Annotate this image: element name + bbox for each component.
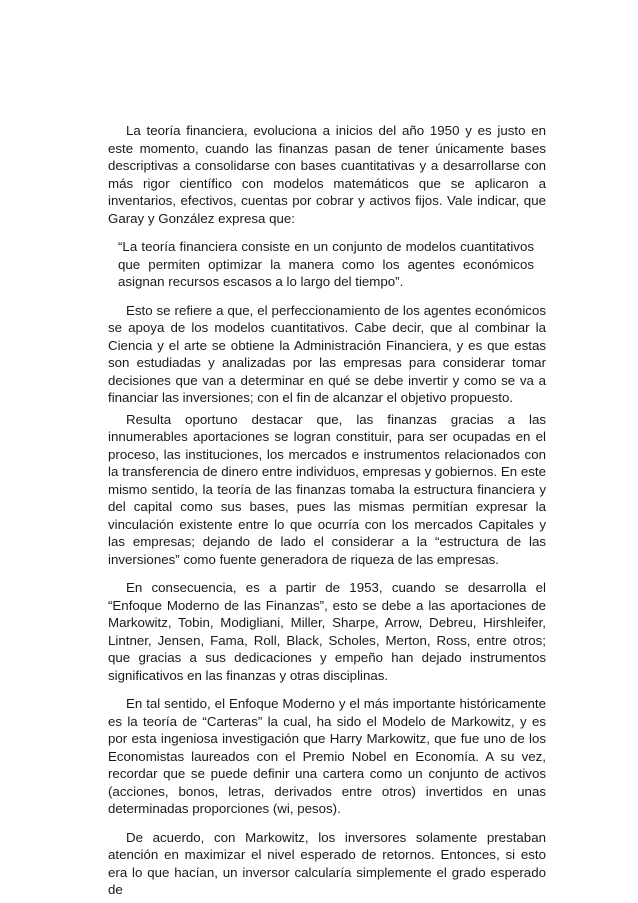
block-quote: “La teoría financiera consiste en un conjunto de modelos cuantitativos que permiten optimizar la manera como los agentes económicos asignan recursos escasos a lo largo del tiempo”. [118, 239, 534, 289]
paragraph-carteras: En tal sentido, el Enfoque Moderno y el más importante históricamente es la teoría de “Carteras” la cual, ha sido el Modelo de Markowitz, y es por esta ingeniosa investigación que Harry Markowitz, que fue uno de los Economistas laureados con el Premio Nobel en Economía. A su vez, recordar que se puede definir una cartera como un conjunto de activos (acciones, bonos, letras, derivados entre otros) invertidos en unas determinadas proporciones (wi, pesos). [108, 696, 546, 816]
paragraph-markowitz: De acuerdo, con Markowitz, los inversores solamente prestaban atención en maximizar el nivel esperado de retornos. Entonces, si esto era lo que hacían, un inversor calcularía simplemente el grado esperado de [108, 829, 546, 897]
paragraph-intro: La teoría financiera, evoluciona a inicios del año 1950 y es justo en este momento, cuando las finanzas pasan de tener únicamente bases descriptivas a consolidarse con bases cuantitativas y a desarrollarse con más rigor científico con modelos matemáticos que se aplicaron a inventarios, efectivos, cuentas por cobrar y activos fijos. Vale indicar, que Garay y González expresa que: [108, 123, 546, 226]
document-body [108, 122, 546, 899]
paragraph-enfoque-moderno: En consecuencia, es a partir de 1953, cuando se desarrolla el “Enfoque Moderno de las Finanzas”, esto se debe a las aportaciones de Markowitz, Tobin, Modigliani, Miller, Sharpe, Arrow, Debreu, Hirshleifer, Lintner, Jensen, Fama, Roll, Black, Scholes, Merton, Ross, entre otros; que gracias a sus dedicaciones y empeño han dejado instrumentos significativos en las finanzas y otras disciplinas. [108, 580, 546, 683]
paragraph-aportaciones: Resulta oportuno destacar que, las finanzas gracias a las innumerables aportaciones se logran constituir, para ser ocupadas en el proceso, las instituciones, los mercados e instrumentos relacionados con la transferencia de dinero entre individuos, empresas y gobiernos. En este mismo sentido, la teoría de las finanzas tomaba la estructura financiera y del capital como sus bases, pues las mismas permitían expresar la vinculación existente entre lo que ocurría con los mercados Capitales y las empresas; dejando de lado el considerar a la “estructura de las inversiones” como fuente generadora de riqueza de las empresas. [108, 411, 546, 567]
paragraph-perfeccionamiento: Esto se refiere a que, el perfeccionamiento de los agentes económicos se apoya de los modelos cuantitativos. Cabe decir, que al combinar la Ciencia y el arte se obtiene la Administración Financiera, y es que estas son estudiadas y analizadas por las empresas para considerar tomar decisiones que van a determinar en qué se debe invertir y como se va a financiar las inversiones; con el fin de alcanzar el objetivo propuesto. [108, 302, 546, 405]
